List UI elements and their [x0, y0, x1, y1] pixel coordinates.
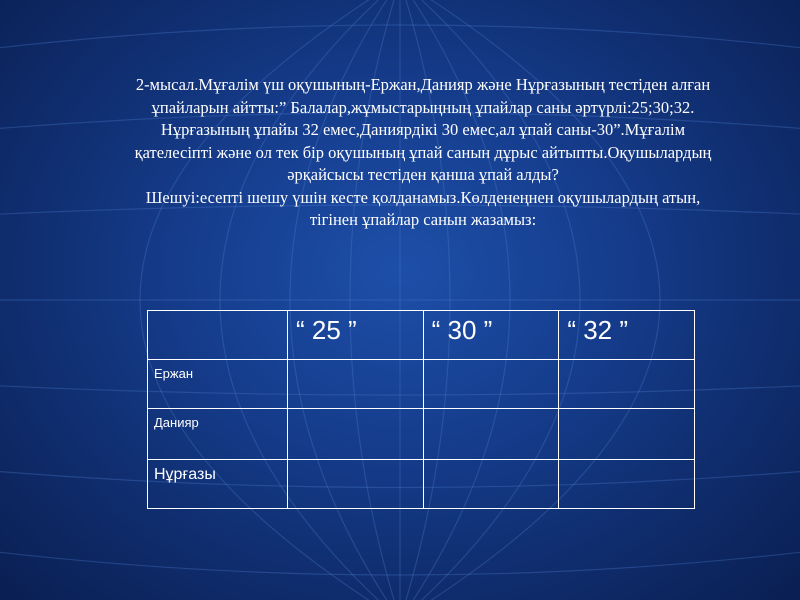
solution-line: Шешуі:есепті шешу үшін кесте қолданамыз.Көлденеңнен оқушылардың атын, — [145, 187, 701, 207]
column-header-30: “ 30 ” — [423, 311, 559, 360]
table-cell — [288, 409, 424, 460]
table-cell — [559, 360, 695, 409]
table-cell — [423, 460, 559, 509]
score-table — [147, 310, 695, 509]
table-header-row — [148, 311, 695, 360]
table-corner-cell — [148, 311, 288, 360]
problem-line: әрқайсысы тестіден қанша ұпай алды? — [287, 165, 559, 184]
problem-statement — [78, 74, 768, 232]
row-label-erzhan: Ержан — [148, 360, 288, 409]
problem-line: Нұрғазының ұпайы 32 емес,Данияpдікі 30 емес,ал ұпай саны-30”.Мұғалім — [160, 120, 686, 139]
problem-line: 2-мысал.Мұғалім үш оқушының-Ержан,Данияр және Нұрғазының тестіден алған — [135, 75, 711, 94]
column-header-25: “ 25 ” — [288, 311, 424, 360]
table-cell — [423, 409, 559, 460]
table-cell — [559, 409, 695, 460]
solution-line: тігінен ұпайлар санын жазамыз: — [309, 210, 537, 229]
table-cell — [559, 460, 695, 509]
table-cell — [288, 460, 424, 509]
problem-line: қателесіпті және ол тек бір оқушының ұпай санын дұрыс айтыпты.Оқушылардың — [134, 142, 712, 162]
table-row — [148, 360, 695, 409]
row-label-daniyar: Данияр — [148, 409, 288, 460]
table-row — [148, 460, 695, 509]
table-row — [148, 409, 695, 460]
table-cell — [423, 360, 559, 409]
row-label-nurgazy: Нұрғазы — [148, 460, 288, 509]
problem-line: ұпайларын айтты:” Балалар,жұмыстарыңның ұпайлар саны әртүрлі:25;30;32. — [151, 97, 695, 117]
column-header-32: “ 32 ” — [559, 311, 695, 360]
table-cell — [288, 360, 424, 409]
